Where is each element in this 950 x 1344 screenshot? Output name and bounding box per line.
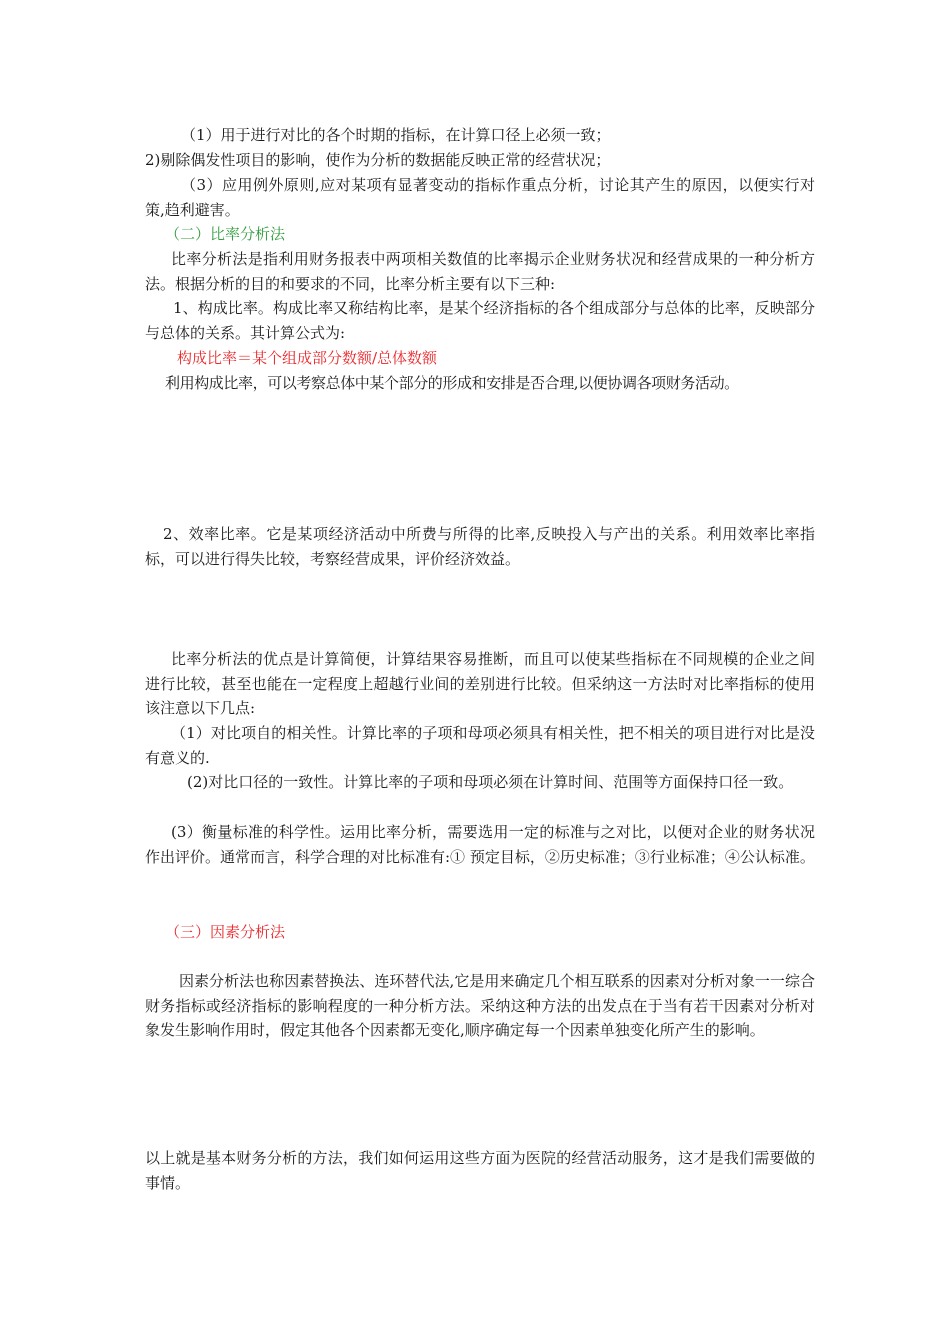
paragraph-factor-analysis: 因素分析法也称因素替换法、连环替代法,它是用来确定几个相互联系的因素对分析对象一一综合财务指标或经济指标的影响程度的一种分析方法。采纳这种方法的出发点在于当有若干因素对分析对象发生影响作用时，假定其他各个因素都无变化,顺序确定每一个因素单独变化所产生的影响。 xyxy=(145,972,815,1039)
paragraph-composition-ratio: 1、构成比率。构成比率又称结构比率，是某个经济指标的各个组成部分与总体的比率，反映部分与总体的关系。其计算公式为: xyxy=(145,299,815,342)
section-heading-factor-analysis: （三）因素分析法 xyxy=(165,923,286,941)
paragraph-note-consistency: (2)对比口径的一致性。计算比率的子项和母项必须在计算时间、范围等方面保持口径一致。 xyxy=(187,773,794,791)
paragraph-composition-usage: 利用构成比率，可以考察总体中某个部分的形成和安排是否合理,以便协调各项财务活动。 xyxy=(165,374,739,392)
paragraph-ratio-intro: 比率分析法是指利用财务报表中两项相关数值的比率揭示企业财务状况和经营成果的一种分析方法。根据分析的目的和要求的不同，比率分析主要有以下三种: xyxy=(145,250,815,293)
paragraph-ratio-advantages: 比率分析法的优点是计算简便，计算结果容易推断，而且可以使某些指标在不同规模的企业之间进行比较，甚至也能在一定程度上超越行业间的差别进行比较。但采纳这一方法时对比率指标的使用该注意以下几点: xyxy=(145,650,815,717)
paragraph-efficiency-ratio: 2、效率比率。它是某项经济活动中所费与所得的比率,反映投入与产出的关系。利用效率比率指标，可以进行得失比较，考察经营成果，评价经济效益。 xyxy=(145,525,815,568)
paragraph-conclusion: 以上就是基本财务分析的方法，我们如何运用这些方面为医院的经营活动服务，这才是我们需要做的事情。 xyxy=(145,1149,815,1192)
formula-composition-ratio: 构成比率＝某个组成部分数额/总体数额 xyxy=(177,349,438,367)
section-heading-ratio-analysis: （二）比率分析法 xyxy=(165,225,286,243)
paragraph-note-relevance: （1）对比项自的相关性。计算比率的子项和母项必须具有相关性，把不相关的项目进行对比是没有意义的. xyxy=(145,724,815,767)
paragraph-comparison-point-3: （3）应用例外原则,应对某项有显著变动的指标作重点分析，讨论其产生的原因，以便实行对策,趋利避害。 xyxy=(145,176,815,219)
paragraph-note-standards: (3）衡量标准的科学性。运用比率分析，需要选用一定的标准与之对比，以便对企业的财务状况作出评价。通常而言，科学合理的对比标准有:① 预定目标，②历史标准；③行业标准；④公认标准。 xyxy=(145,823,815,866)
paragraph-comparison-point-2: 2)剔除偶发性项目的影响，使作为分析的数据能反映正常的经营状况； xyxy=(145,151,611,169)
paragraph-comparison-point-1: （1）用于进行对比的各个时期的指标，在计算口径上必须一致； xyxy=(181,126,611,144)
